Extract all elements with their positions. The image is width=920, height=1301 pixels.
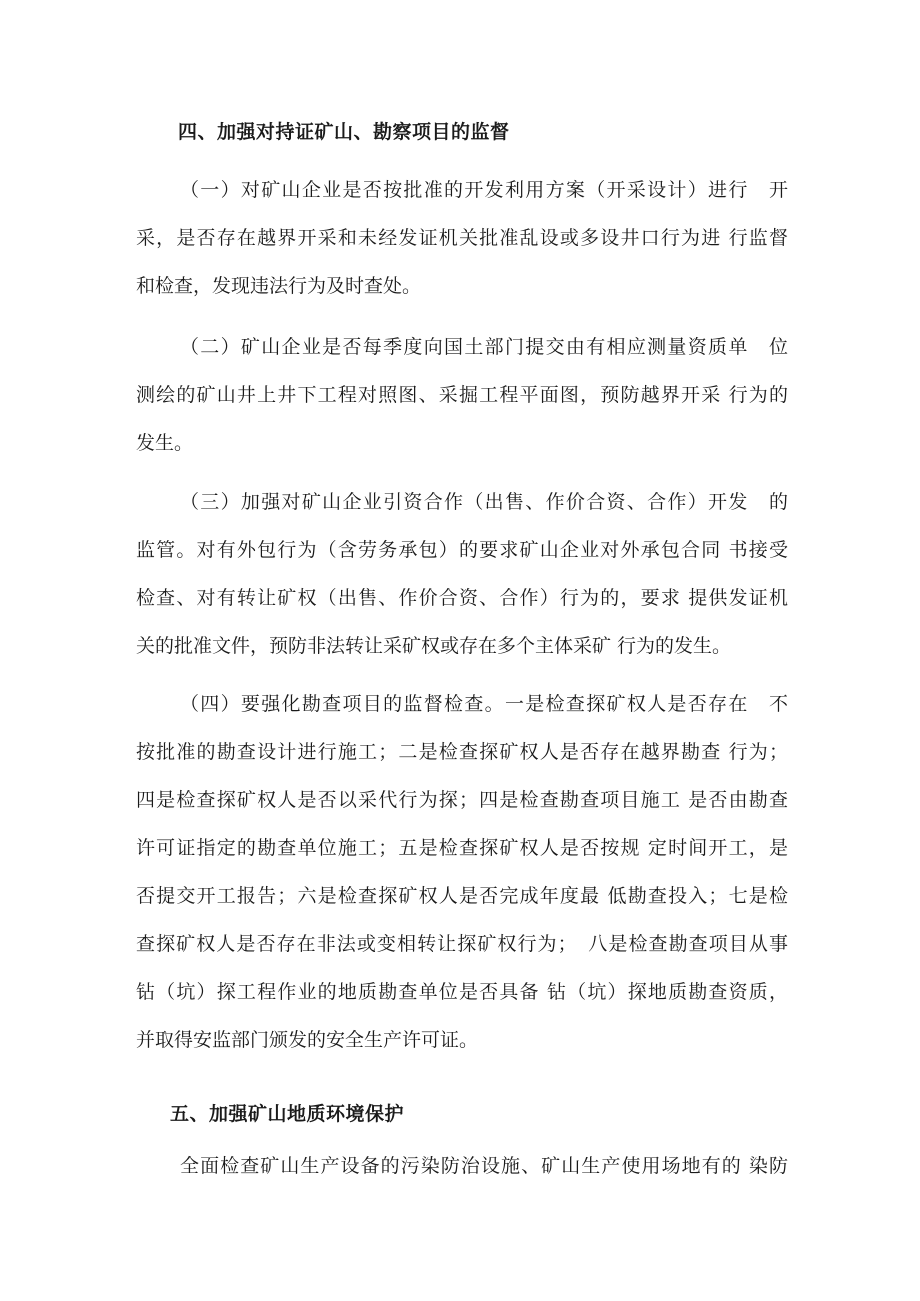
paragraph-1 — [136, 166, 788, 310]
paragraph-line: 查探矿权人是否存在非法或变相转让探矿权行为； 八是检查勘查项目从事 — [136, 933, 788, 955]
paragraph-line: （三）加强对矿山企业引资合作（出售、作价合资、合作）开发 的 — [180, 491, 788, 513]
paragraph-5 — [136, 1142, 788, 1190]
paragraph-line: 全面检查矿山生产设备的污染防治设施、矿山生产使用场地有的 染防 — [180, 1155, 788, 1177]
paragraph-line: 钻（坑）探工程作业的地质勘查单位是否具备 钻（坑）探地质勘查资质， — [136, 981, 788, 1003]
paragraph-line: 检查、对有转让矿权（出售、作价合资、合作）行为的，要求 提供发证机 — [136, 587, 788, 609]
paragraph-line: （四）要强化勘查项目的监督检查。一是检查探矿权人是否存在 不 — [180, 693, 788, 715]
paragraph-2 — [136, 323, 788, 467]
paragraph-line: 否提交开工报告；六是检查探矿权人是否完成年度最 低勘查投入；七是检 — [136, 885, 788, 907]
section-heading-5: 五、加强矿山地质环境保护 — [170, 1103, 405, 1125]
paragraph-line: 按批准的勘查设计进行施工；二是检查探矿权人是否存在越界勘查 行为； — [136, 741, 788, 763]
paragraph-4 — [136, 680, 788, 1064]
paragraph-line: 和检查，发现违法行为及时查处。 — [136, 275, 422, 297]
section-heading-4: 四、加强对持证矿山、勘察项目的监督 — [178, 121, 510, 143]
paragraph-line: 关的批准文件，预防非法转让采矿权或存在多个主体采矿 行为的发生。 — [136, 635, 732, 657]
paragraph-line: 许可证指定的勘查单位施工；五是检查探矿权人是否按规 定时间开工，是 — [136, 837, 788, 859]
paragraph-line: 四是检查探矿权人是否以采代行为探；四是检查勘查项目施工 是否由勘查 — [136, 789, 788, 811]
paragraph-3 — [136, 478, 788, 670]
paragraph-line: 采，是否存在越界开采和未经发证机关批准乱设或多设井口行为进 行监督 — [136, 227, 788, 249]
paragraph-line: 并取得安监部门颁发的安全生产许可证。 — [136, 1029, 479, 1051]
paragraph-line: 发生。 — [136, 432, 194, 454]
paragraph-line: （一）对矿山企业是否按批准的开发利用方案（开采设计）进行 开 — [180, 179, 788, 201]
paragraph-line: （二）矿山企业是否每季度向国土部门提交由有相应测量资质单 位 — [180, 336, 788, 358]
paragraph-line: 监管。对有外包行为（含劳务承包）的要求矿山企业对外承包合同 书接受 — [136, 539, 788, 561]
paragraph-line: 测绘的矿山井上井下工程对照图、采掘工程平面图，预防越界开采 行为的 — [136, 384, 788, 406]
